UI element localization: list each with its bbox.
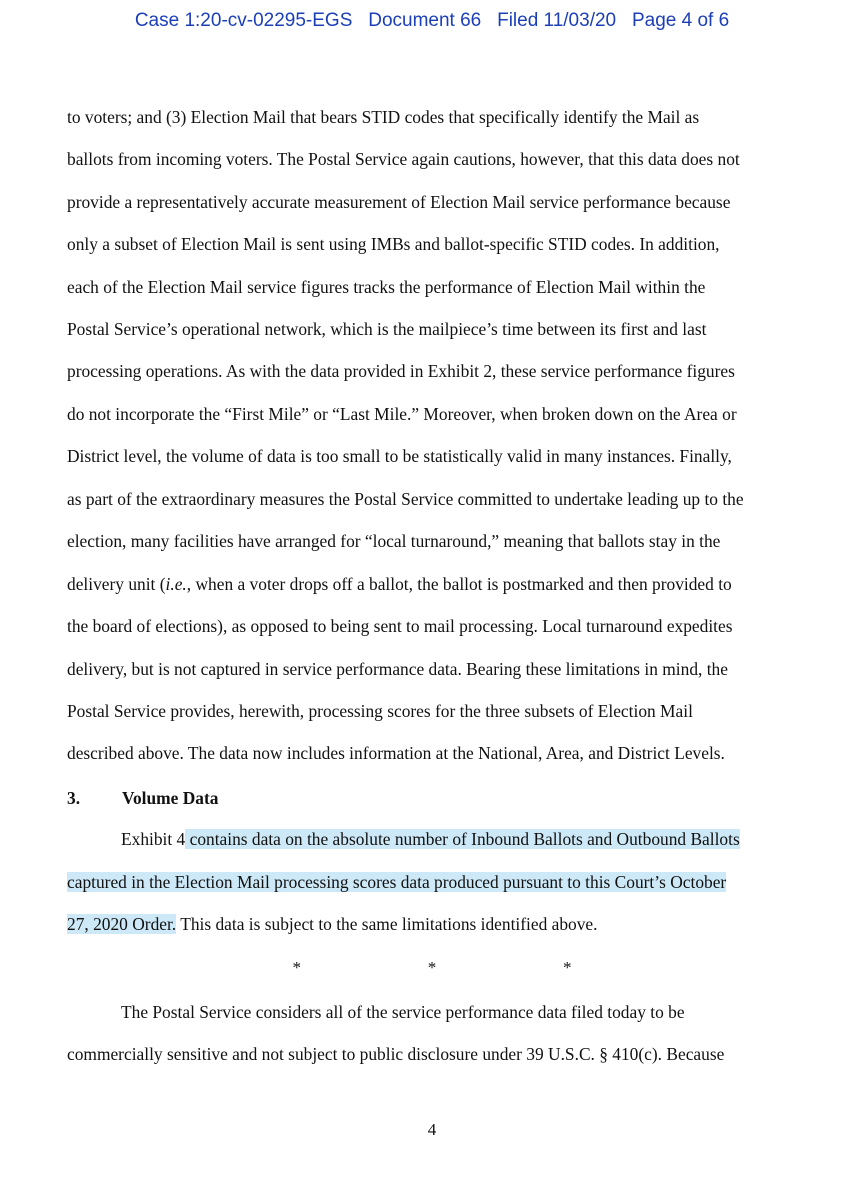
page-indicator: Page 4 of 6: [631, 10, 730, 31]
paragraph-line: delivery, but is not captured in service performance data. Bearing these limitations in mind, the: [67, 659, 728, 679]
paragraph-line: ballots from incoming voters. The Postal Service again cautions, however, that this data does not: [67, 149, 740, 169]
case-header: [0, 10, 864, 32]
paragraph-line: Exhibit 4 contains data on the absolute number of Inbound Ballots and Outbound Ballots: [121, 829, 740, 849]
paragraph-line: commercially sensitive and not subject to public disclosure under 39 U.S.C. § 410(c). Because: [67, 1044, 725, 1064]
page-number: 4: [427, 1120, 437, 1139]
paragraph-line: processing operations. As with the data provided in Exhibit 2, these service performance figures: [67, 361, 735, 381]
paragraph-line: do not incorporate the “First Mile” or “Last Mile.” Moreover, when broken down on the Area or: [67, 404, 737, 424]
paragraph-line: Postal Service provides, herewith, processing scores for the three subsets of Election Mail: [67, 701, 693, 721]
document-number: Document 66: [368, 10, 482, 31]
paragraph-line: only a subset of Election Mail is sent using IMBs and ballot-specific STID codes. In addition,: [67, 234, 720, 254]
filed-date: Filed 11/03/20: [497, 10, 617, 31]
highlighted-text: 27, 2020 Order.: [67, 914, 177, 934]
paragraph-line: each of the Election Mail service figures tracks the performance of Election Mail within the: [67, 277, 706, 297]
section-separator: * * *: [292, 958, 572, 977]
paragraph-line: provide a representatively accurate measurement of Election Mail service performance because: [67, 192, 731, 212]
highlighted-text: contains data on the absolute number of Inbound Ballots and Outbound Ballots: [185, 829, 740, 849]
paragraph-line: to voters; and (3) Election Mail that bears STID codes that specifically identify the Mail as: [67, 107, 700, 127]
paragraph-line: 27, 2020 Order. This data is subject to the same limitations identified above.: [67, 914, 598, 934]
paragraph-line: the board of elections), as opposed to being sent to mail processing. Local turnaround expedites: [67, 616, 733, 636]
italic-ie: i.e.: [165, 574, 187, 594]
paragraph-line: The Postal Service considers all of the service performance data filed today to be: [121, 1002, 685, 1022]
highlighted-text: captured in the Election Mail processing scores data produced pursuant to this Court’s October: [67, 872, 727, 892]
paragraph-line: [67, 869, 726, 895]
paragraph-line: District level, the volume of data is too small to be statistically valid in many instances. Finally,: [67, 446, 732, 466]
case-number: Case 1:20-cv-02295-EGS: [134, 10, 353, 31]
paragraph-line: election, many facilities have arranged for “local turnaround,” meaning that ballots stay in the: [67, 531, 721, 551]
paragraph-line: delivery unit (i.e., when a voter drops off a ballot, the ballot is postmarked and then provided to: [67, 574, 732, 594]
paragraph-line: Postal Service’s operational network, which is the mailpiece’s time between its first and last: [67, 319, 707, 339]
section-number: 3.: [67, 788, 81, 808]
section-title: Volume Data: [122, 788, 219, 808]
paragraph-line: as part of the extraordinary measures the Postal Service committed to undertake leading up to the: [67, 489, 744, 509]
paragraph-line: described above. The data now includes information at the National, Area, and District Levels.: [67, 743, 725, 763]
section-heading: [67, 785, 218, 811]
